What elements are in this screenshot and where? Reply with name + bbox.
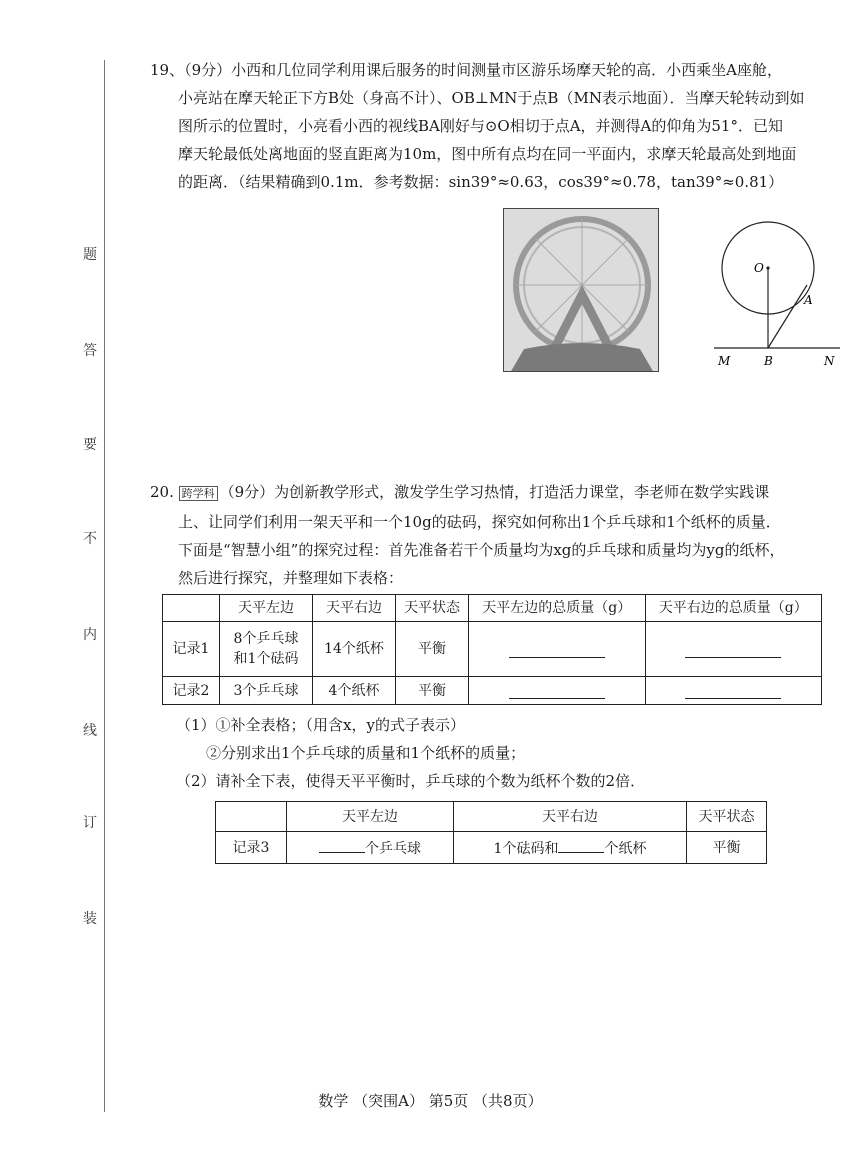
circle-tangent-diagram	[712, 210, 842, 380]
side-label: 题	[83, 247, 97, 263]
row-label: 记录2	[163, 677, 220, 705]
left-mass-answer[interactable]	[469, 622, 646, 677]
table-header-cell: 天平右边	[313, 595, 396, 622]
table-header-cell: 天平左边	[220, 595, 313, 622]
row-label: 记录3	[216, 832, 287, 864]
page-footer: 数学 （突围A） 第5页 （共8页）	[318, 1092, 543, 1110]
table-header-cell	[163, 595, 220, 622]
q20-line: （9分）为创新教学形式，激发学生学习热情，打造活力课堂，李老师在数学实践课	[219, 483, 770, 501]
right-items-cell: 4个纸杯	[313, 677, 396, 705]
point-o	[766, 266, 769, 269]
right-prefix: 1个砝码和	[493, 840, 559, 857]
sub-question-1b: ②分别求出1个乒乓球的质量和1个纸杯的质量；	[206, 744, 526, 762]
right-mass-answer[interactable]	[645, 677, 822, 705]
left-items-line: 8个乒乓球	[233, 631, 299, 647]
q20-line: 然后进行探究，并整理如下表格：	[178, 569, 404, 587]
left-suffix: 个乒乓球	[365, 840, 421, 857]
side-label: 答	[83, 343, 97, 359]
balance-state-cell: 平衡	[687, 832, 767, 864]
right-items-cell: 14个纸杯	[313, 622, 396, 677]
answer-blank[interactable]	[319, 837, 365, 853]
answer-blank[interactable]	[685, 682, 781, 699]
label-b: B	[764, 354, 773, 368]
balance-state-cell: 平衡	[396, 677, 469, 705]
table-header-cell	[216, 802, 287, 832]
right-items-cell	[454, 832, 687, 864]
ferris-wheel-photo	[503, 208, 659, 372]
table-header-cell: 天平右边的总质量（g）	[645, 595, 822, 622]
left-items-cell: 3个乒乓球	[220, 677, 313, 705]
left-items-line: 和1个砝码	[233, 651, 299, 667]
q20-line: 上、让同学们利用一架天平和一个10g的砝码，探究如何称出1个乒乓球和1个纸杯的质量．	[178, 513, 781, 531]
label-o: O	[754, 261, 764, 275]
table-header-cell: 天平右边	[454, 802, 687, 832]
table-header-row	[216, 802, 767, 832]
side-label: 不	[83, 531, 97, 547]
left-items-cell	[287, 832, 454, 864]
left-mass-answer[interactable]	[469, 677, 646, 705]
right-mass-answer[interactable]	[645, 622, 822, 677]
table-header-cell: 天平状态	[687, 802, 767, 832]
question-20	[150, 478, 840, 592]
table-header-cell: 天平状态	[396, 595, 469, 622]
side-label: 装	[83, 911, 97, 927]
answer-blank[interactable]	[558, 837, 604, 853]
answer-blank[interactable]	[509, 682, 605, 699]
q20-line: 下面是“智慧小组”的探究过程：首先准备若干个质量均为xg的乒乓球和质量均为yg的纸杯，	[178, 541, 785, 559]
record-table-2	[215, 801, 767, 864]
q19-line: 图所示的位置时，小亮看小西的视线BA刚好与⊙O相切于点A，并测得A的仰角为51°．已知	[178, 117, 783, 135]
interdisciplinary-tag-icon: 跨学科	[179, 486, 218, 501]
table-header-row	[163, 595, 822, 622]
sub-question-1: （1）①补全表格；（用含x，y的式子表示）	[176, 716, 465, 734]
binding-line	[104, 60, 105, 1112]
label-n: N	[824, 354, 835, 368]
sub-question-2: （2）请补全下表，使得天平平衡时，乒乓球的个数为纸杯个数的2倍．	[176, 772, 646, 790]
table-header-cell: 天平左边	[287, 802, 454, 832]
table-header-cell: 天平左边的总质量（g）	[469, 595, 646, 622]
q19-line: 的距离．（结果精确到0.1m．参考数据：sin39°≈0.63，cos39°≈0.78，tan39°≈0.81）	[178, 173, 784, 191]
side-label: 订	[83, 815, 97, 831]
label-a: A	[804, 293, 813, 307]
right-suffix: 个纸杯	[604, 840, 647, 857]
balance-state-cell: 平衡	[396, 622, 469, 677]
table-row	[163, 677, 822, 705]
side-label: 要	[83, 437, 97, 453]
q19-line: 摩天轮最低处离地面的竖直距离为10m，图中所有点均在同一平面内，求摩天轮最高处到地面	[178, 145, 797, 163]
label-m: M	[718, 354, 731, 368]
q19-line: 19、（9分）小西和几位同学利用课后服务的时间测量市区游乐场摩天轮的高．小西乘坐A座舱，	[150, 61, 782, 79]
table-row	[216, 832, 767, 864]
q19-line: 小亮站在摩天轮正下方B处（身高不计）、OB⊥MN于点B（MN表示地面）．当摩天轮转动到如	[178, 89, 805, 107]
question-19	[150, 56, 840, 196]
answer-blank[interactable]	[509, 641, 605, 658]
segment-ba	[768, 285, 807, 348]
q20-number: 20.	[150, 483, 174, 501]
answer-blank[interactable]	[685, 641, 781, 658]
side-label: 内	[83, 627, 97, 643]
record-table-1	[162, 594, 822, 705]
left-items-cell	[220, 622, 313, 677]
row-label: 记录1	[163, 622, 220, 677]
table-row	[163, 622, 822, 677]
side-label: 线	[83, 723, 97, 739]
